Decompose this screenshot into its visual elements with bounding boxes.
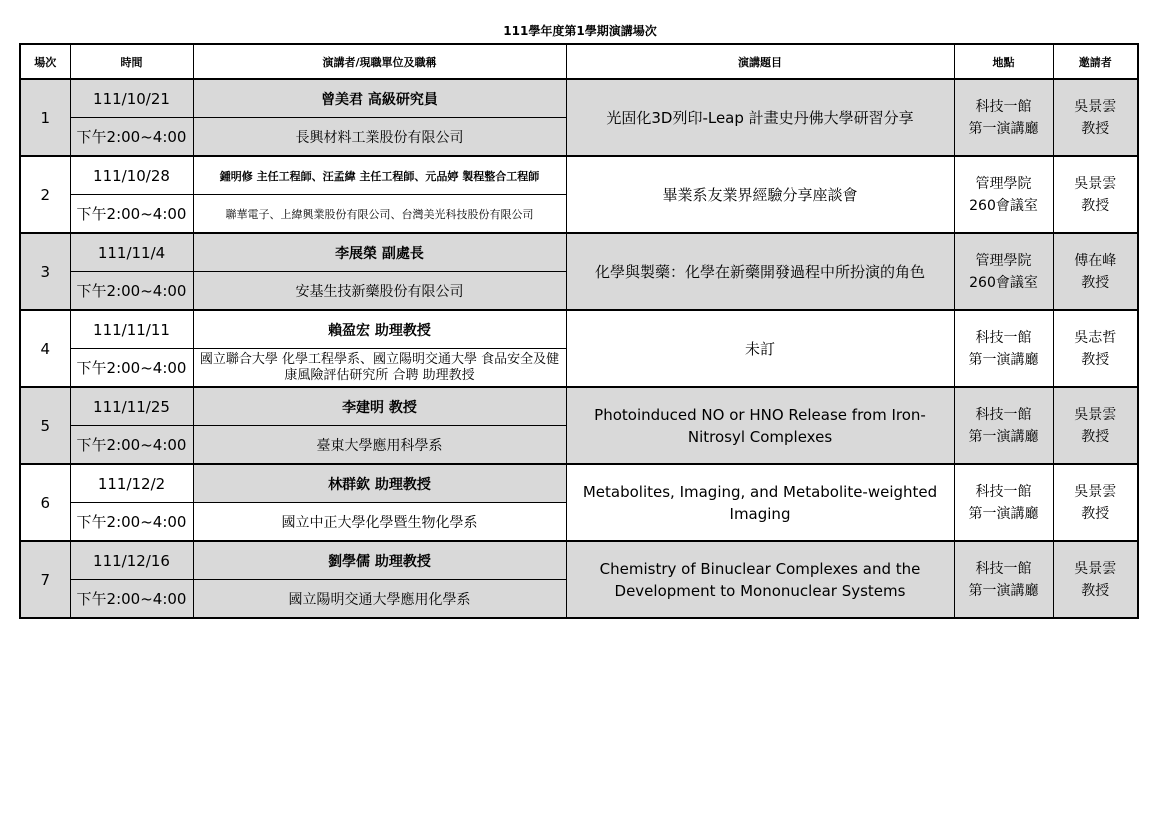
venue-line1: 管理學院 [975, 175, 1032, 192]
session-date: 111/10/21 [70, 79, 193, 118]
inviter-name: 傅在峰 [1074, 252, 1117, 269]
venue [954, 310, 1053, 387]
speaker-name: 林群欽 助理教授 [193, 464, 566, 503]
session-date: 111/10/28 [70, 156, 193, 195]
inviter [1053, 233, 1138, 310]
header-venue: 地點 [954, 44, 1053, 79]
session-number: 7 [20, 541, 70, 618]
speaker-affiliation: 臺東大學應用科學系 [193, 426, 566, 465]
venue-line2: 第一演講廳 [968, 351, 1039, 368]
header-topic: 演講題目 [566, 44, 954, 79]
speaker-name: 曾美君 高級研究員 [193, 79, 566, 118]
header-speaker: 演講者/現職單位及職稱 [193, 44, 566, 79]
inviter-title: 教授 [1081, 428, 1110, 445]
lecture-schedule-table [19, 43, 1139, 619]
session-time: 下午2:00~4:00 [70, 118, 193, 157]
session-number: 6 [20, 464, 70, 541]
session-time: 下午2:00~4:00 [70, 349, 193, 388]
inviter [1053, 387, 1138, 464]
venue-line2: 第一演講廳 [968, 582, 1039, 599]
inviter-name: 吳景雲 [1074, 483, 1117, 500]
session-date: 111/12/16 [70, 541, 193, 580]
lecture-topic: Metabolites, Imaging, and Metabolite-weighted Imaging [566, 464, 954, 541]
venue [954, 156, 1053, 233]
venue-line1: 科技一館 [975, 406, 1032, 423]
inviter-name: 吳景雲 [1074, 560, 1117, 577]
session-date: 111/11/4 [70, 233, 193, 272]
table-row [20, 233, 1138, 272]
inviter-name: 吳景雲 [1074, 98, 1117, 115]
inviter-name: 吳景雲 [1074, 406, 1117, 423]
session-number: 1 [20, 79, 70, 156]
venue [954, 387, 1053, 464]
session-date: 111/12/2 [70, 464, 193, 503]
table-row [20, 156, 1138, 195]
inviter-title: 教授 [1081, 274, 1110, 291]
venue-line1: 科技一館 [975, 329, 1032, 346]
venue-line2: 第一演講廳 [968, 505, 1039, 522]
speaker-name: 賴盈宏 助理教授 [193, 310, 566, 349]
speaker-affiliation: 國立陽明交通大學應用化學系 [193, 580, 566, 619]
session-time: 下午2:00~4:00 [70, 426, 193, 465]
session-number: 2 [20, 156, 70, 233]
inviter-title: 教授 [1081, 582, 1110, 599]
lecture-topic: Chemistry of Binuclear Complexes and the Development to Mononuclear Systems [566, 541, 954, 618]
speaker-affiliation: 國立聯合大學 化學工程學系、國立陽明交通大學 食品安全及健康風險評估研究所 合聘 助理教授 [193, 349, 566, 388]
inviter-title: 教授 [1081, 351, 1110, 368]
speaker-affiliation: 安基生技新藥股份有限公司 [193, 272, 566, 311]
venue-line2: 260會議室 [969, 197, 1038, 214]
speaker-name: 鍾明修 主任工程師、汪孟緯 主任工程師、元品婷 製程整合工程師 [193, 156, 566, 195]
session-number: 3 [20, 233, 70, 310]
venue-line1: 科技一館 [975, 98, 1032, 115]
session-time: 下午2:00~4:00 [70, 195, 193, 234]
table-row [20, 310, 1138, 349]
venue-line2: 260會議室 [969, 274, 1038, 291]
session-time: 下午2:00~4:00 [70, 503, 193, 542]
speaker-name: 李展榮 副處長 [193, 233, 566, 272]
venue [954, 464, 1053, 541]
venue [954, 541, 1053, 618]
session-time: 下午2:00~4:00 [70, 272, 193, 311]
inviter-name: 吳景雲 [1074, 175, 1117, 192]
session-date: 111/11/25 [70, 387, 193, 426]
speaker-affiliation: 國立中正大學化學暨生物化學系 [193, 503, 566, 542]
venue [954, 233, 1053, 310]
inviter [1053, 310, 1138, 387]
session-date: 111/11/11 [70, 310, 193, 349]
speaker-affiliation: 長興材料工業股份有限公司 [193, 118, 566, 157]
inviter-title: 教授 [1081, 505, 1110, 522]
session-time: 下午2:00~4:00 [70, 580, 193, 619]
inviter [1053, 156, 1138, 233]
lecture-topic: 未訂 [566, 310, 954, 387]
lecture-topic: Photoinduced NO or HNO Release from Iron-Nitrosyl Complexes [566, 387, 954, 464]
document-title: 111學年度第1學期演講場次 [503, 24, 657, 38]
venue-line1: 科技一館 [975, 560, 1032, 577]
session-number: 4 [20, 310, 70, 387]
venue [954, 79, 1053, 156]
venue-line1: 管理學院 [975, 252, 1032, 269]
inviter-title: 教授 [1081, 120, 1110, 137]
lecture-topic: 畢業系友業界經驗分享座談會 [566, 156, 954, 233]
venue-line2: 第一演講廳 [968, 120, 1039, 137]
table-row [20, 541, 1138, 580]
header-inviter: 邀請者 [1053, 44, 1138, 79]
speaker-name: 劉學儒 助理教授 [193, 541, 566, 580]
inviter-title: 教授 [1081, 197, 1110, 214]
speaker-name: 李建明 教授 [193, 387, 566, 426]
inviter [1053, 79, 1138, 156]
table-row [20, 387, 1138, 426]
lecture-topic: 光固化3D列印-Leap 計畫史丹佛大學研習分享 [566, 79, 954, 156]
header-time: 時間 [70, 44, 193, 79]
table-row [20, 79, 1138, 118]
table-row [20, 464, 1138, 503]
speaker-affiliation: 聯華電子、上緯興業股份有限公司、台灣美光科技股份有限公司 [193, 195, 566, 234]
inviter [1053, 464, 1138, 541]
header-session: 場次 [20, 44, 70, 79]
venue-line2: 第一演講廳 [968, 428, 1039, 445]
inviter-name: 吳志哲 [1074, 329, 1117, 346]
lecture-topic: 化學與製藥：化學在新藥開發過程中所扮演的角色 [566, 233, 954, 310]
session-number: 5 [20, 387, 70, 464]
inviter [1053, 541, 1138, 618]
venue-line1: 科技一館 [975, 483, 1032, 500]
table-header-row [20, 44, 1138, 79]
